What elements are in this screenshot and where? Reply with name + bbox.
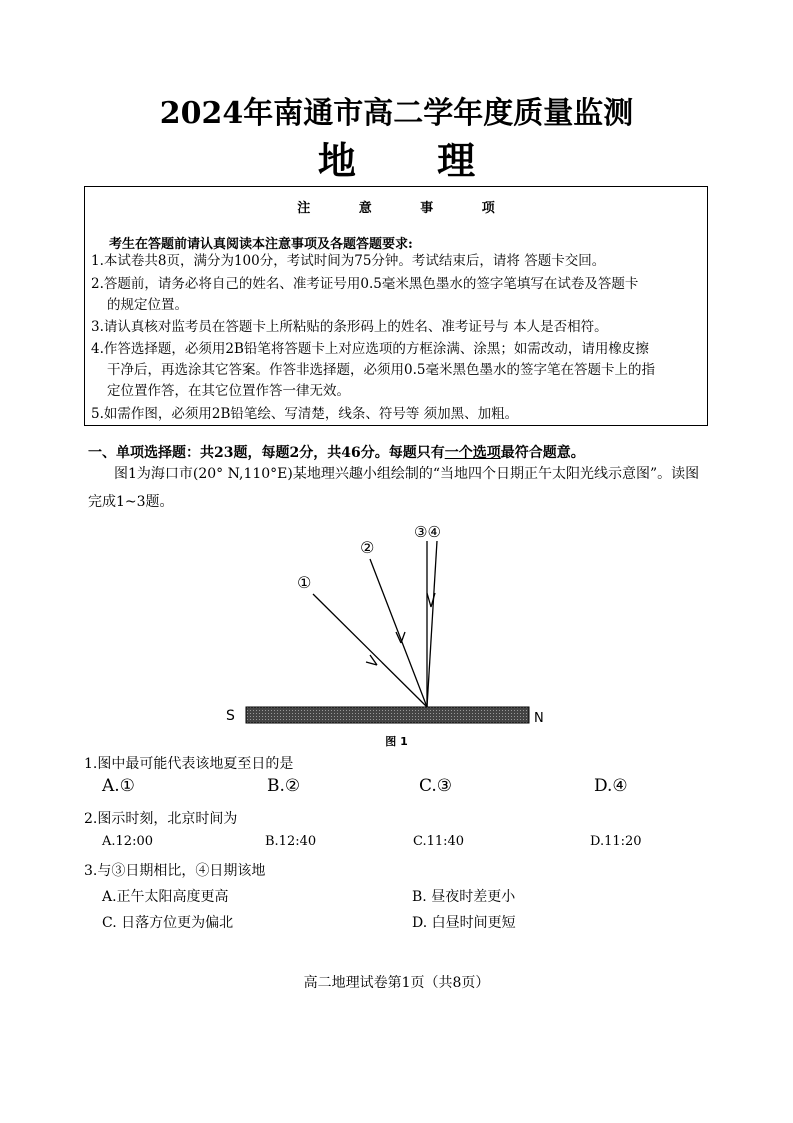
q2-option-b[interactable]: B.12:40 [265, 834, 317, 849]
q2-option-d[interactable]: D.11:20 [590, 834, 642, 849]
notice-item-1 [91, 251, 703, 272]
notice-item-text: 4.作答选择题，必须用2B铅笔将答题卡上对应选项的方框涂满、涂黑；如需改动，请用橡皮擦 [91, 341, 649, 357]
intro-paragraph: 图1为海口市(20° N,110°E)某地理兴趣小组绘制的“当地四个日期正午太阳光线示意图”。读图完成1~3题。 [88, 466, 700, 510]
q3-option-d[interactable]: D. 白昼时间更短 [412, 915, 516, 931]
q2-option-a[interactable]: A.12:00 [102, 834, 153, 849]
figure-caption: 图 1 [385, 735, 408, 748]
notice-item-text: 2.答题前，请务必将自己的姓名、准考证号用0.5毫米黑色墨水的签字笔填写在试卷及答题卡 [91, 276, 639, 292]
ray-1 [313, 594, 427, 707]
ray-2 [370, 559, 427, 707]
ground-surface [246, 707, 529, 723]
notice-item-2 [91, 274, 703, 316]
ray-1-label: ① [297, 573, 312, 592]
section-label-underlined: 一个选项 [444, 445, 501, 461]
q1-option-c[interactable]: C.③ [419, 776, 453, 796]
label-north: N [534, 711, 544, 726]
label-south: S [226, 708, 235, 724]
notice-item-3 [91, 317, 703, 338]
notice-item-5 [91, 404, 703, 425]
notice-item-text: 1.本试卷共8页，满分为100分，考试时间为75分钟。考试结束后，请将 答题卡交回。 [91, 253, 606, 269]
section-label: 一、单项选择题：共23题，每题2分，共46分。每题只有 [88, 445, 445, 461]
sunlight-figure [220, 515, 550, 730]
subject-title: 地 理 [317, 138, 510, 183]
notice-item-4 [91, 339, 703, 402]
notice-item-cont: 干净后，再选涂其它答案。作答非选择题，必须用0.5毫米黑色墨水的签字笔在答题卡上的指 [107, 362, 655, 378]
page-footer: 高二地理试卷第1页（共8页） [303, 975, 490, 991]
question-1-stem: 1.图中最可能代表该地夏至日的是 [84, 756, 294, 772]
notice-item-text: 3.请认真核对监考员在答题卡上所粘贴的条形码上的姓名、准考证号与 本人是否相符。 [91, 319, 608, 335]
notice-box [84, 186, 708, 426]
notice-intro: 考生在答题前请认真阅读本注意事项及各题答题要求: [109, 237, 413, 252]
q1-option-b[interactable]: B.② [267, 776, 301, 796]
section-label-end: 最符合题意。 [500, 445, 585, 461]
ray-2-label: ② [360, 538, 375, 557]
exam-title: 2024年南通市高二学年度质量监测 [159, 96, 634, 131]
notice-item-cont: 的规定位置。 [107, 297, 188, 313]
question-2-stem: 2.图示时刻，北京时间为 [84, 811, 238, 827]
notice-title: 注 意 事 项 [297, 201, 517, 216]
q2-option-c[interactable]: C.11:40 [413, 834, 465, 849]
q3-option-a[interactable]: A.正午太阳高度更高 [102, 889, 229, 905]
q3-option-b[interactable]: B. 昼夜时差更小 [412, 889, 516, 905]
q3-option-c[interactable]: C. 日落方位更为偏北 [102, 915, 234, 931]
ray-34-label: ③④ [414, 523, 441, 541]
q1-option-d[interactable]: D.④ [594, 776, 628, 796]
question-3-stem: 3.与③日期相比，④日期该地 [84, 863, 266, 879]
notice-item-text: 5.如需作图，必须用2B铅笔绘、写清楚，线条、符号等 须加黑、加粗。 [91, 406, 519, 422]
ray-4 [427, 541, 437, 707]
notice-item-cont: 定位置作答，在其它位置作答一律无效。 [107, 383, 350, 399]
section-heading [88, 442, 585, 462]
q1-option-a[interactable]: A.① [102, 776, 135, 796]
